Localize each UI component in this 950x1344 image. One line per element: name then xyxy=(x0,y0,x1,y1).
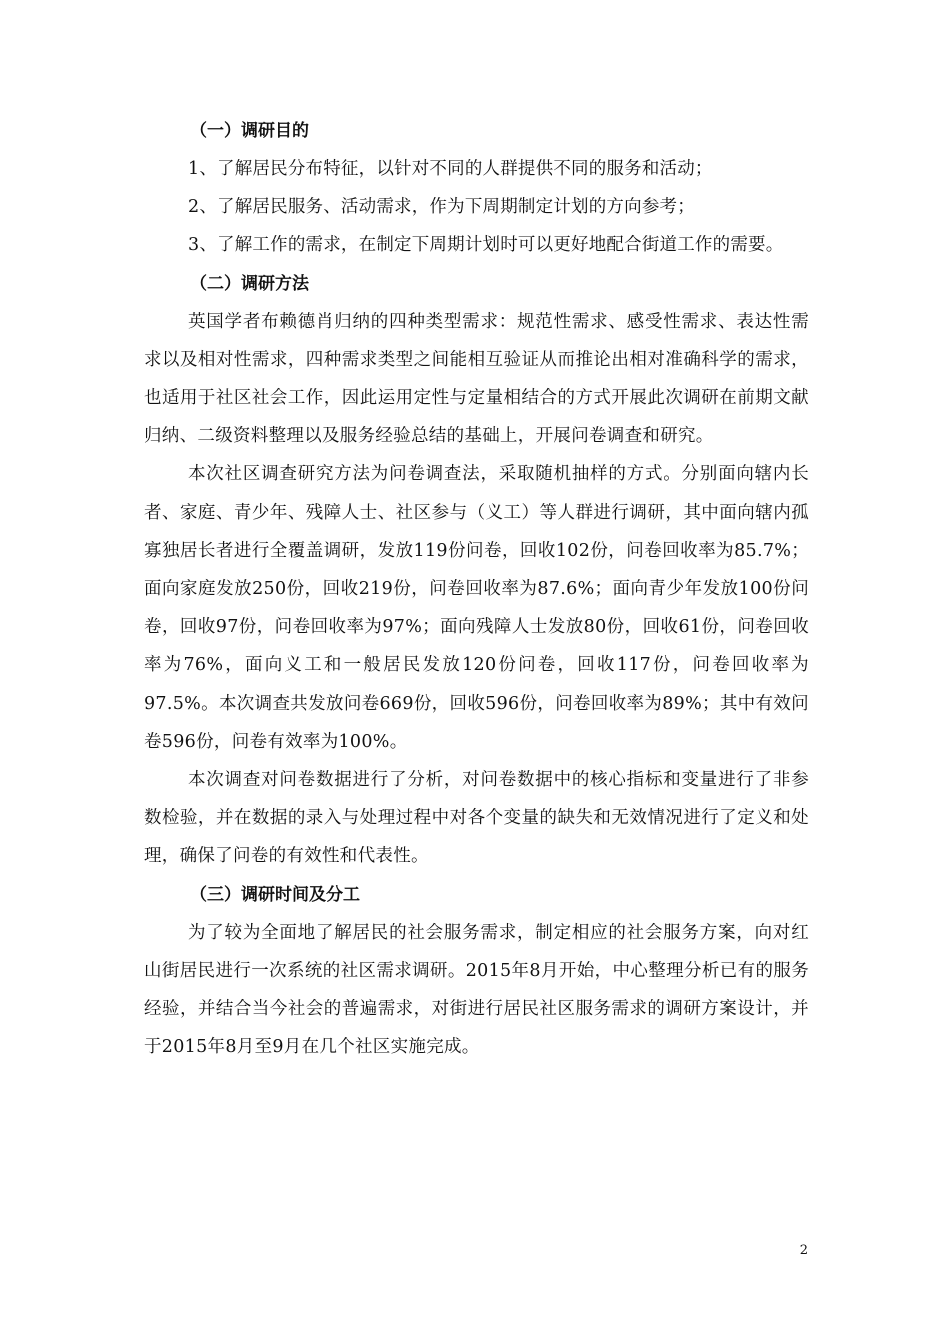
method-paragraph-1: 英国学者布赖德肖归纳的四种类型需求：规范性需求、感受性需求、表达性需求以及相对性需求，四种需求类型之间能相互验证从而推论出相对准确科学的需求，也适用于社区社会工作，因此运用定性与定量相结合的方式开展此次调研在前期文献归纳、二级资料整理以及服务经验总结的基础上，开展问卷调查和研究。 xyxy=(144,311,809,447)
page-number: 2 xyxy=(799,1243,808,1258)
section-heading-schedule: （三）调研时间及分工 xyxy=(190,884,360,905)
purpose-item-3: 3、了解工作的需求，在制定下周期计划时可以更好地配合街道工作的需要。 xyxy=(188,235,784,256)
schedule-paragraph-1: 为了较为全面地了解居民的社会服务需求，制定相应的社会服务方案，向对红山街居民进行一次系统的社区需求调研。2015年8月开始，中心整理分析已有的服务经验，并结合当今社会的普遍需求，对街进行居民社区服务需求的调研方案设计，并于2015年8月至9月在几个社区实施完成。 xyxy=(144,922,809,1058)
method-paragraph-2: 本次社区调查研究方法为问卷调查法，采取随机抽样的方式。分别面向辖内长者、家庭、青少年、残障人士、社区参与（义工）等人群进行调研，其中面向辖内孤寡独居长者进行全覆盖调研，发放119份问卷，回收102份，问卷回收率为85.7%；面向家庭发放250份，回收219份，问卷回收率为87.6%；面向青少年发放100份问卷，回收97份，问卷回收率为97%；面向残障人士发放80份，回收61份，问卷回收率为76%，面向义工和一般居民发放120份问卷，回收117份，问卷回收率为97.5%。本次调查共发放问卷669份，回收596份，问卷回收率为89%；其中有效问卷596份，问卷有效率为100%。 xyxy=(144,464,809,752)
method-paragraph-3: 本次调查对问卷数据进行了分析，对问卷数据中的核心指标和变量进行了非参数检验，并在数据的录入与处理过程中对各个变量的缺失和无效情况进行了定义和处理，确保了问卷的有效性和代表性。 xyxy=(144,770,809,867)
section-heading-method: （二）调研方法 xyxy=(190,273,309,294)
purpose-item-1: 1、了解居民分布特征，以针对不同的人群提供不同的服务和活动； xyxy=(188,159,713,179)
document-body xyxy=(144,112,809,1066)
section-heading-purpose: （一）调研目的 xyxy=(190,121,309,141)
purpose-item-2: 2、了解居民服务、活动需求，作为下周期制定计划的方向参考； xyxy=(188,197,695,218)
